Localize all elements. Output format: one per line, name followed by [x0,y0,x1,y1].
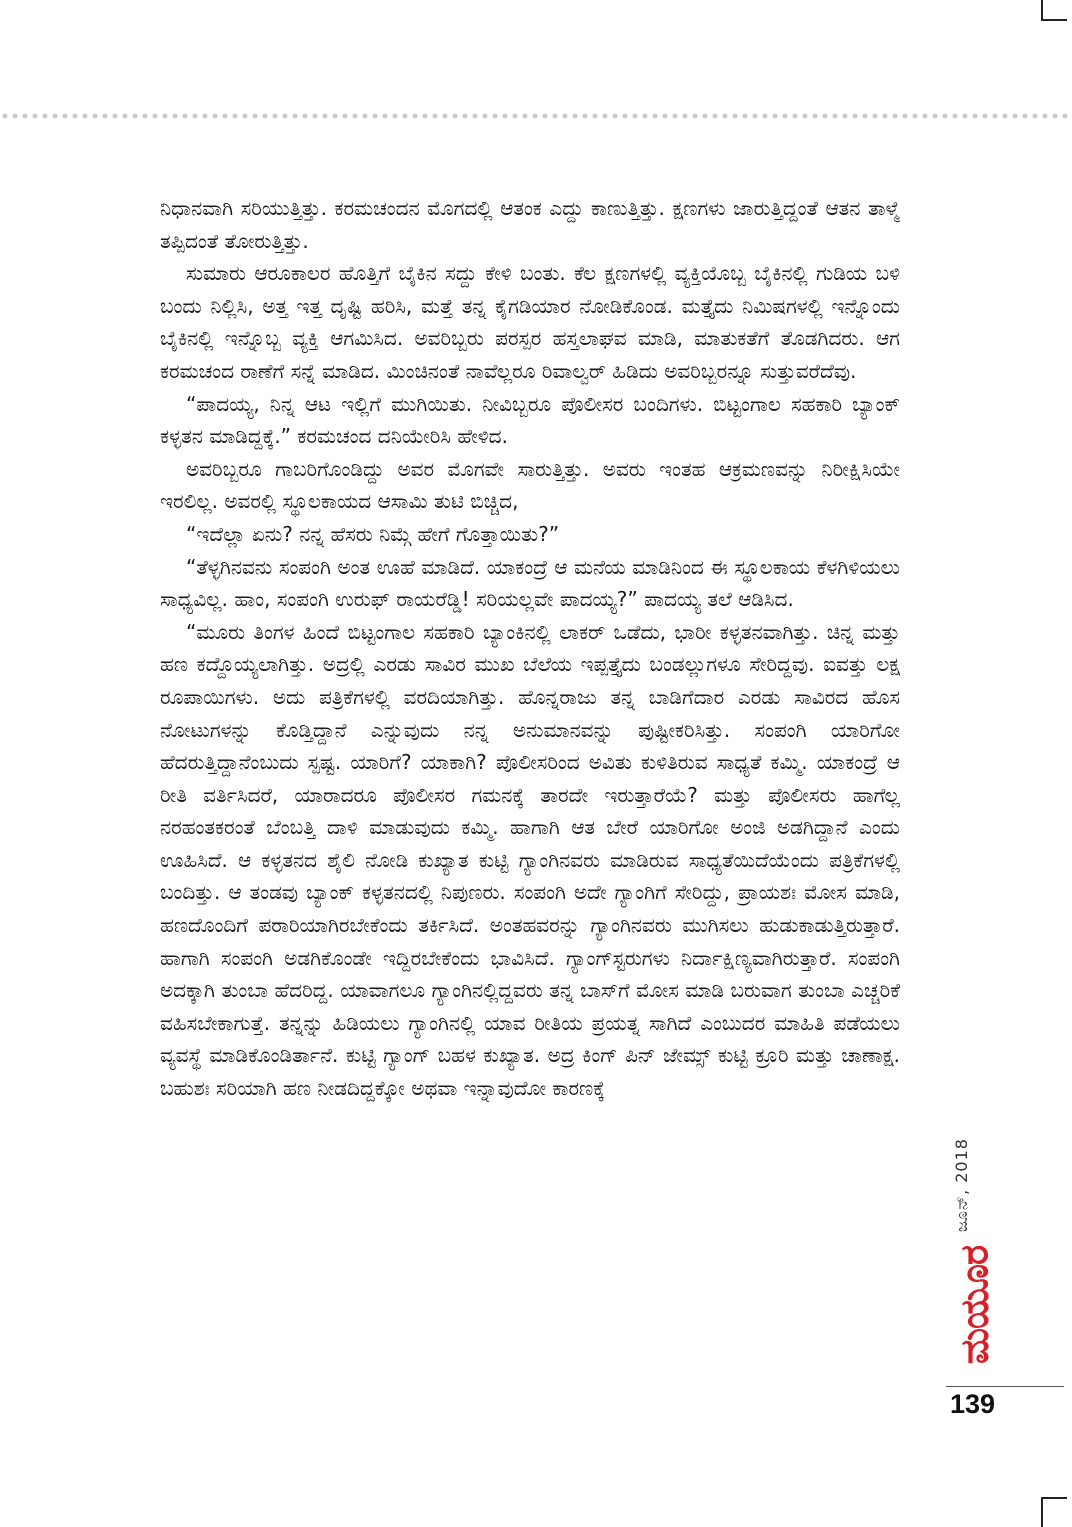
paragraph: ಅವರಿಬ್ಬರೂ ಗಾಬರಿಗೊಂಡಿದ್ದು ಅವರ ಮೊಗವೇ ಸಾರುತ್ತಿತ್ತು. ಅವರು ಇಂತಹ ಆಕ್ರಮಣವನ್ನು ನಿರೀಕ್ಷಿಸಿಯೇ ಇರಲಿಲ್ಲ. ಅವರಲ್ಲಿ ಸ್ಥೂಲಕಾಯದ ಆಸಾಮಿ ತುಟಿ ಬಿಚ್ಚಿದ, [160,456,900,514]
story-body [160,192,900,1392]
paragraph: “ಪಾದಯ್ಯ, ನಿನ್ನ ಆಟ ಇಲ್ಲಿಗೆ ಮುಗಿಯಿತು. ನೀವಿಬ್ಬರೂ ಪೊಲೀಸರ ಬಂದಿಗಳು. ಬಿಟ್ಟಂಗಾಲ ಸಹಕಾರಿ ಬ್ಯಾಂಕ್ ಕಳ್ಳತನ ಮಾಡಿದ್ದಕ್ಕೆ.” ಕರಮಚಂದ ದನಿಯೇರಿಸಿ ಹೇಳಿದ. [160,391,900,449]
crop-mark-bottom [1041,1497,1067,1527]
footer-rule [946,1386,1064,1387]
paragraph: “ಮೂರು ತಿಂಗಳ ಹಿಂದೆ ಬಿಟ್ಟಂಗಾಲ ಸಹಕಾರಿ ಬ್ಯಾಂಕಿನಲ್ಲಿ ಲಾಕರ್ ಒಡೆದು, ಭಾರೀ ಕಳ್ಳತನವಾಗಿತ್ತು. ಚಿನ್ನ ಮತ್ತು ಹಣ ಕದ್ದೊಯ್ಯಲಾಗಿತ್ತು. ಅದ್ರಲ್ಲಿ ಎರಡು ಸಾವಿರ ಮುಖ ಬೆಲೆಯ ಇಪ್ಪತ್ತೈದು ಬಂಡಲ್ಲುಗಳೂ ಸೇರಿದ್ದವು. ಐವತ್ತು ಲಕ್ಷ ರೂಪಾಯಿಗಳು. ಅದು ಪತ್ರಿಕೆಗಳಲ್ಲಿ ವರದಿಯಾಗಿತ್ತು. ಹೊನ್ನರಾಜು ತನ್ನ ಬಾಡಿಗೆದಾರ ಎರಡು ಸಾವಿರದ ಹೊಸ ನೋಟುಗಳನ್ನು ಕೊಡ್ತಿದ್ದಾನೆ ಎನ್ನುವುದು ನನ್ನ ಅನುಮಾನವನ್ನು ಪುಷ್ಟೀಕರಿಸಿತ್ತು. ಸಂಪಂಗಿ ಯಾರಿಗೋ ಹೆದರುತ್ತಿದ್ದಾನೆಂಬುದು ಸ್ಪಷ್ಟ. ಯಾರಿಗೆ? ಯಾಕಾಗಿ? ಪೊಲೀಸರಿಂದ ಅವಿತು ಕುಳಿತಿರುವ ಸಾಧ್ಯತೆ ಕಮ್ಮಿ. ಯಾಕಂದ್ರೆ ಆ ರೀತಿ ವರ್ತಿಸಿದರೆ, ಯಾರಾದರೂ ಪೊಲೀಸರ ಗಮನಕ್ಕೆ ತಾರದೇ ಇರುತ್ತಾರೆಯೆ? ಮತ್ತು ಪೊಲೀಸರು ಹಾಗೆಲ್ಲ ನರಹಂತಕರಂತೆ ಬೆಂಬತ್ತಿ ದಾಳಿ ಮಾಡುವುದು ಕಮ್ಮಿ. ಹಾಗಾಗಿ ಆತ ಬೇರೆ ಯಾರಿಗೋ ಅಂಜಿ ಅಡಗಿದ್ದಾನೆ ಎಂದು ಊಹಿಸಿದೆ. ಆ ಕಳ್ಳತನದ ಶೈಲಿ ನೋಡಿ ಕುಖ್ಯಾತ ಕುಟ್ಟಿ ಗ್ಯಾಂಗಿನವರು ಮಾಡಿರುವ ಸಾಧ್ಯತೆಯಿದೆಯೆಂದು ಪತ್ರಿಕೆಗಳಲ್ಲಿ ಬಂದಿತ್ತು. ಆ ತಂಡವು ಬ್ಯಾಂಕ್ ಕಳ್ಳತನದಲ್ಲಿ ನಿಪುಣರು. ಸಂಪಂಗಿ ಅದೇ ಗ್ಯಾಂಗಿಗೆ ಸೇರಿದ್ದು, ಪ್ರಾಯಶಃ ಮೋಸ ಮಾಡಿ, ಹಣದೊಂದಿಗೆ ಪರಾರಿಯಾಗಿರಬೇಕೆಂದು ತರ್ಕಿಸಿದೆ. ಅಂತಹವರನ್ನು ಗ್ಯಾಂಗಿನವರು ಮುಗಿಸಲು ಹುಡುಕಾಡುತ್ತಿರುತ್ತಾರೆ. ಹಾಗಾಗಿ ಸಂಪಂಗಿ ಅಡಗಿಕೊಂಡೇ ಇದ್ದಿರಬೇಕೆಂದು ಭಾವಿಸಿದೆ. ಗ್ಯಾಂಗ್‌ಸ್ಟರುಗಳು ನಿರ್ದಾಕ್ಷಿಣ್ಯವಾಗಿರುತ್ತಾರೆ. ಸಂಪಂಗಿ ಅದಕ್ಕಾಗಿ ತುಂಬಾ ಹೆದರಿದ್ದ. ಯಾವಾಗಲೂ ಗ್ಯಾಂಗಿನಲ್ಲಿದ್ದವರು ತನ್ನ ಬಾಸ್‌ಗೆ ಮೋಸ ಮಾಡಿ ಬರುವಾಗ ತುಂಬಾ ಎಚ್ಚರಿಕೆ ವಹಿಸಬೇಕಾಗುತ್ತೆ. ತನ್ನನ್ನು ಹಿಡಿಯಲು ಗ್ಯಾಂಗಿನಲ್ಲಿ ಯಾವ ರೀತಿಯ ಪ್ರಯತ್ನ ಸಾಗಿದೆ ಎಂಬುದರ ಮಾಹಿತಿ ಪಡೆಯಲು ವ್ಯವಸ್ಥೆ ಮಾಡಿಕೊಂಡಿರ್ತಾನೆ. ಕುಟ್ಟಿ ಗ್ಯಾಂಗ್ ಬಹಳ ಕುಖ್ಯಾತ. ಅದ್ರ ಕಿಂಗ್ ಪಿನ್ ಜೇಮ್ಸ್ ಕುಟ್ಟಿ ಕ್ರೂರಿ ಮತ್ತು ಚಾಣಾಕ್ಷ. ಬಹುಶಃ ಸರಿಯಾಗಿ ಹಣ ನೀಡದಿದ್ದಕ್ಕೋ ಅಥವಾ ಇನ್ನಾವುದೋ ಕಾರಣಕ್ಕೆ [160,619,900,1101]
magazine-logo: ಮಯೂರ [952,1245,997,1365]
crop-mark-top [1041,0,1067,21]
issue-date: ಜೂನ್, 2018 [952,1138,971,1232]
paragraph: “ತೆಳ್ಳಗಿನವನು ಸಂಪಂಗಿ ಅಂತ ಊಹೆ ಮಾಡಿದೆ. ಯಾಕಂದ್ರೆ ಆ ಮನೆಯ ಮಾಡಿನಿಂದ ಈ ಸ್ಥೂಲಕಾಯ ಕೆಳಗಿಳಿಯಲು ಸಾಧ್ಯವಿಲ್ಲ. ಹಾಂ, ಸಂಪಂಗಿ ಉರುಫ್ ರಾಯರೆಡ್ಡಿ! ಸರಿಯಲ್ಲವೇ ಪಾದಯ್ಯ?” ಪಾದಯ್ಯ ತಲೆ ಆಡಿಸಿದ. [160,554,900,612]
dotted-rule [0,112,1072,120]
page-number: 139 [950,1389,996,1419]
paragraph: ಸುಮಾರು ಆರೂಕಾಲರ ಹೊತ್ತಿಗೆ ಬೈಕಿನ ಸದ್ದು ಕೇಳಿ ಬಂತು. ಕೆಲ ಕ್ಷಣಗಳಲ್ಲಿ ವ್ಯಕ್ತಿಯೊಬ್ಬ ಬೈಕಿನಲ್ಲಿ ಗುಡಿಯ ಬಳಿ ಬಂದು ನಿಲ್ಲಿಸಿ, ಅತ್ತ ಇತ್ತ ದೃಷ್ಟಿ ಹರಿಸಿ, ಮತ್ತೆ ತನ್ನ ಕೈಗಡಿಯಾರ ನೋಡಿಕೊಂಡ. ಮತ್ತೈದು ನಿಮಿಷಗಳಲ್ಲಿ ಇನ್ನೊಂದು ಬೈಕಿನಲ್ಲಿ ಇನ್ನೊಬ್ಬ ವ್ಯಕ್ತಿ ಆಗಮಿಸಿದ. ಅವರಿಬ್ಬರು ಪರಸ್ಪರ ಹಸ್ತಲಾಘವ ಮಾಡಿ, ಮಾತುಕತೆಗೆ ತೊಡಗಿದರು. ಆಗ ಕರಮಚಂದ ರಾಣೆಗೆ ಸನ್ನೆ ಮಾಡಿದ. ಮಿಂಚಿನಂತೆ ನಾವೆಲ್ಲರೂ ರಿವಾಲ್ವರ್ ಹಿಡಿದು ಅವರಿಬ್ಬರನ್ನೂ ಸುತ್ತುವರೆದೆವು. [160,261,900,383]
paragraph: ನಿಧಾನವಾಗಿ ಸರಿಯುತ್ತಿತ್ತು. ಕರಮಚಂದನ ಮೊಗದಲ್ಲಿ ಆತಂಕ ಎದ್ದು ಕಾಣುತ್ತಿತ್ತು. ಕ್ಷಣಗಳು ಜಾರುತ್ತಿದ್ದಂತೆ ಆತನ ತಾಳ್ಮೆ ತಪ್ಪಿದಂತೆ ತೋರುತ್ತಿತ್ತು. [160,196,900,253]
paragraph: “ಇದೆಲ್ಲಾ ಏನು? ನನ್ನ ಹೆಸರು ನಿಮ್ಗೆ ಹೇಗೆ ಗೊತ್ತಾಯಿತು?” [186,521,560,546]
